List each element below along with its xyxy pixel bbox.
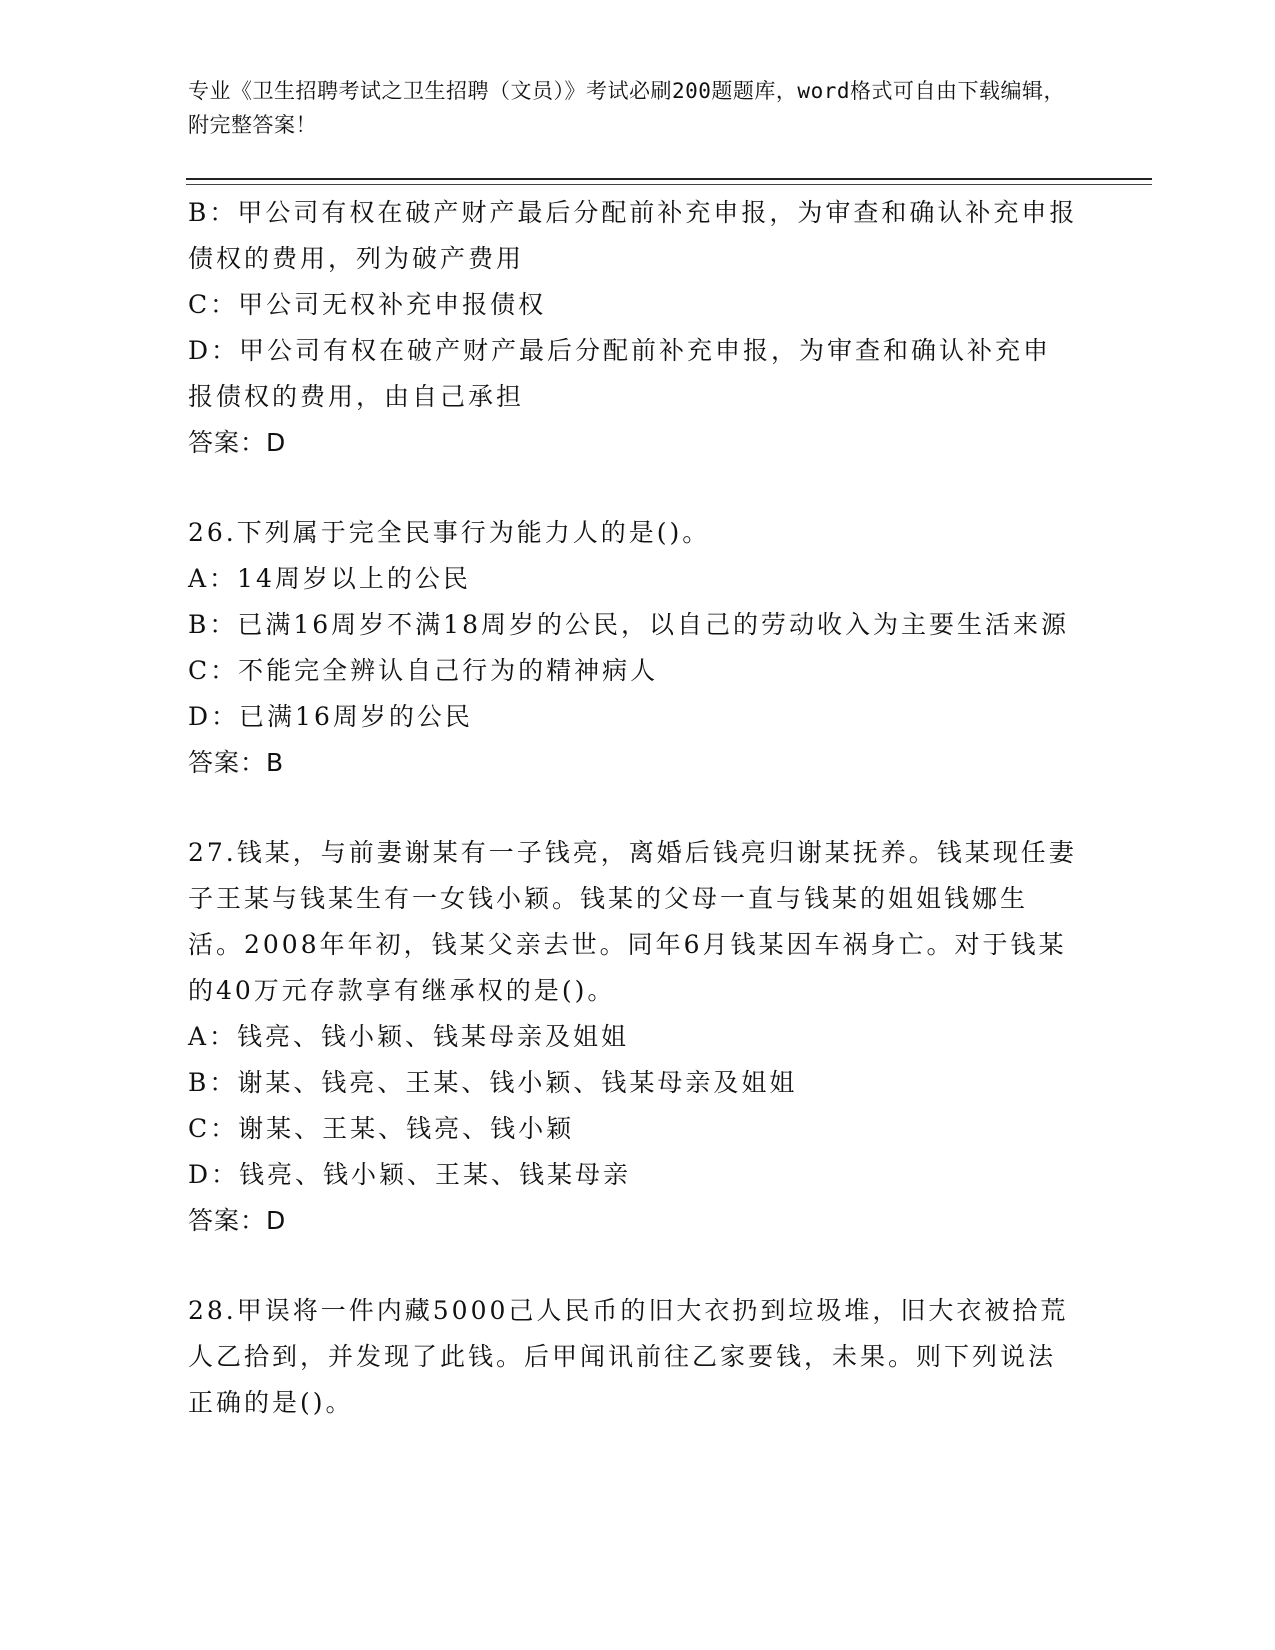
q26-question: 26.下列属于完全民事行为能力人的是()。 [188, 518, 711, 547]
q27-answer: 答案：D [188, 1206, 287, 1235]
q27-option-b: B：谢某、钱亮、王某、钱小颖、钱某母亲及姐姐 [188, 1068, 798, 1097]
q26-option-a: A：14周岁以上的公民 [188, 564, 471, 593]
header-divider-thin [186, 184, 1152, 185]
q25-option-b: B：甲公司有权在破产财产最后分配前补充申报，为审查和确认补充申报债权的费用，列为破产费用 [188, 198, 1078, 273]
q25-answer: 答案：D [188, 428, 287, 457]
q26-option-c: C：不能完全辨认自己行为的精神病人 [188, 656, 659, 685]
q26-option-d: D：已满16周岁的公民 [188, 702, 473, 731]
q25-option-c: C：甲公司无权补充申报债权 [188, 290, 547, 319]
q27-question: 27.钱某，与前妻谢某有一子钱亮，离婚后钱亮归谢某抚养。钱某现任妻子王某与钱某生有一女钱小颖。钱某的父母一直与钱某的姐姐钱娜生活。2008年年初，钱某父亲去世。同年6月钱某因车祸身亡。对于钱某的40万元存款享有继承权的是()。 [188, 838, 1077, 1005]
q27-option-a: A：钱亮、钱小颖、钱某母亲及姐姐 [188, 1022, 630, 1051]
document-header: 专业《卫生招聘考试之卫生招聘（文员）》考试必刷200题题库，word格式可自由下载编辑，附完整答案！ [188, 79, 1065, 137]
q27-option-d: D：钱亮、钱小颖、王某、钱某母亲 [188, 1160, 632, 1189]
q28-question: 28.甲误将一件内藏5000己人民币的旧大衣扔到垃圾堆，旧大衣被拾荒人乙拾到，并发现了此钱。后甲闻讯前往乙家要钱，未果。则下列说法正确的是()。 [188, 1296, 1069, 1417]
q26-option-b: B：已满16周岁不满18周岁的公民，以自己的劳动收入为主要生活来源 [188, 610, 1069, 639]
q25-option-d: D：甲公司有权在破产财产最后分配前补充申报，为审查和确认补充申报债权的费用，由自己承担 [188, 336, 1052, 411]
q27-option-c: C：谢某、王某、钱亮、钱小颖 [188, 1114, 575, 1143]
spacer [188, 466, 1078, 510]
question-content [188, 190, 1078, 1426]
q26-answer: 答案：B [188, 748, 285, 777]
spacer [188, 1244, 1078, 1288]
header-divider-thick [186, 178, 1152, 180]
spacer [188, 786, 1078, 830]
